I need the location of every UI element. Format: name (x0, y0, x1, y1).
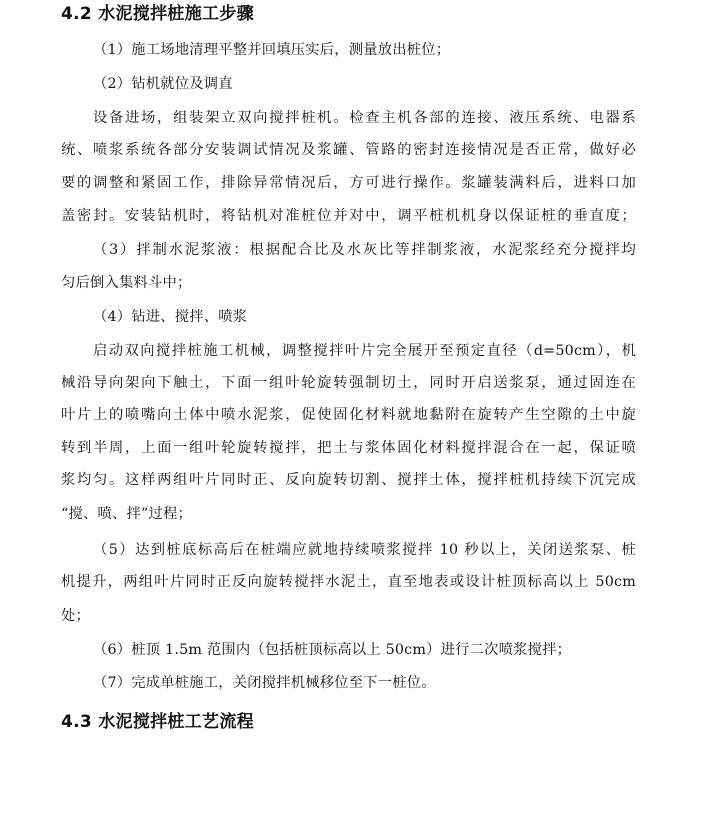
step-1-line: （1）施工场地清理平整并回填压实后，测量放出桩位； (93, 42, 451, 58)
step-4-paragraph-line-1: 启动双向搅拌桩施工机械，调整搅拌叶片完全展开至预定直径（d=50cm），机 (93, 343, 636, 359)
section-heading-4-2: 4.2 水泥搅拌桩施工步骤 (61, 4, 254, 24)
section-heading-4-3: 4.3 水泥搅拌桩工艺流程 (61, 712, 254, 732)
step-2-paragraph-line-4: 盖密封。安装钻机时，将钻机对准桩位并对中，调平桩机机身以保证桩的垂直度； (61, 208, 636, 224)
step-4-title: （4）钻进、搅拌、喷浆 (93, 309, 248, 325)
step-4-paragraph-line-6: “搅、喷、拌”过程； (61, 506, 192, 522)
step-2-paragraph-line-2: 统、喷浆系统各部分安装调试情况及浆罐、管路的密封连接情况是否正常，做好必 (61, 142, 636, 158)
step-6-line: （6）桩顶 1.5m 范围内（包括桩顶标高以上 50cm）进行二次喷浆搅拌； (93, 642, 572, 658)
step-3-line-2: 匀后倒入集料斗中； (61, 275, 192, 291)
step-7-line: （7）完成单桩施工，关闭搅拌机械移位至下一桩位。 (93, 675, 436, 691)
step-4-paragraph-line-5: 浆均匀。这样两组叶片同时正、反向旋转切割、搅拌土体，搅拌桩机持续下沉完成 (61, 472, 636, 488)
step-4-paragraph-line-4: 转到半周，上面一组叶轮旋转搅拌，把土与浆体固化材料搅拌混合在一起，保证喷 (61, 440, 636, 456)
step-4-paragraph-line-3: 叶片上的喷嘴向土体中喷水泥浆，促使固化材料就地黏附在旋转产生空隙的土中旋 (61, 407, 636, 423)
step-5-line-2: 机提升，两组叶片同时正反向旋转搅拌水泥土，直至地表或设计桩顶标高以上 50cm (61, 574, 636, 590)
step-2-paragraph-line-1: 设备进场，组装架立双向搅拌桩机。检查主机各部的连接、液压系统、电器系 (93, 110, 636, 126)
step-4-paragraph-line-2: 械沿导向架向下触土，下面一组叶轮旋转强制切土，同时开启送浆泵，通过固连在 (61, 375, 636, 391)
step-5-line-1: （5）达到桩底标高后在桩端应就地持续喷浆搅拌 10 秒以上，关闭送浆泵、桩 (93, 542, 636, 558)
step-5-line-3: 处； (61, 608, 90, 624)
step-2-paragraph-line-3: 要的调整和紧固工作，排除异常情况后，方可进行操作。浆罐装满料后，进料口加 (61, 175, 636, 191)
step-3-line-1: （3）拌制水泥浆液：根据配合比及水灰比等拌制浆液，水泥浆经充分搅拌均 (93, 242, 636, 258)
step-2-title: （2）钻机就位及调直 (93, 76, 233, 92)
